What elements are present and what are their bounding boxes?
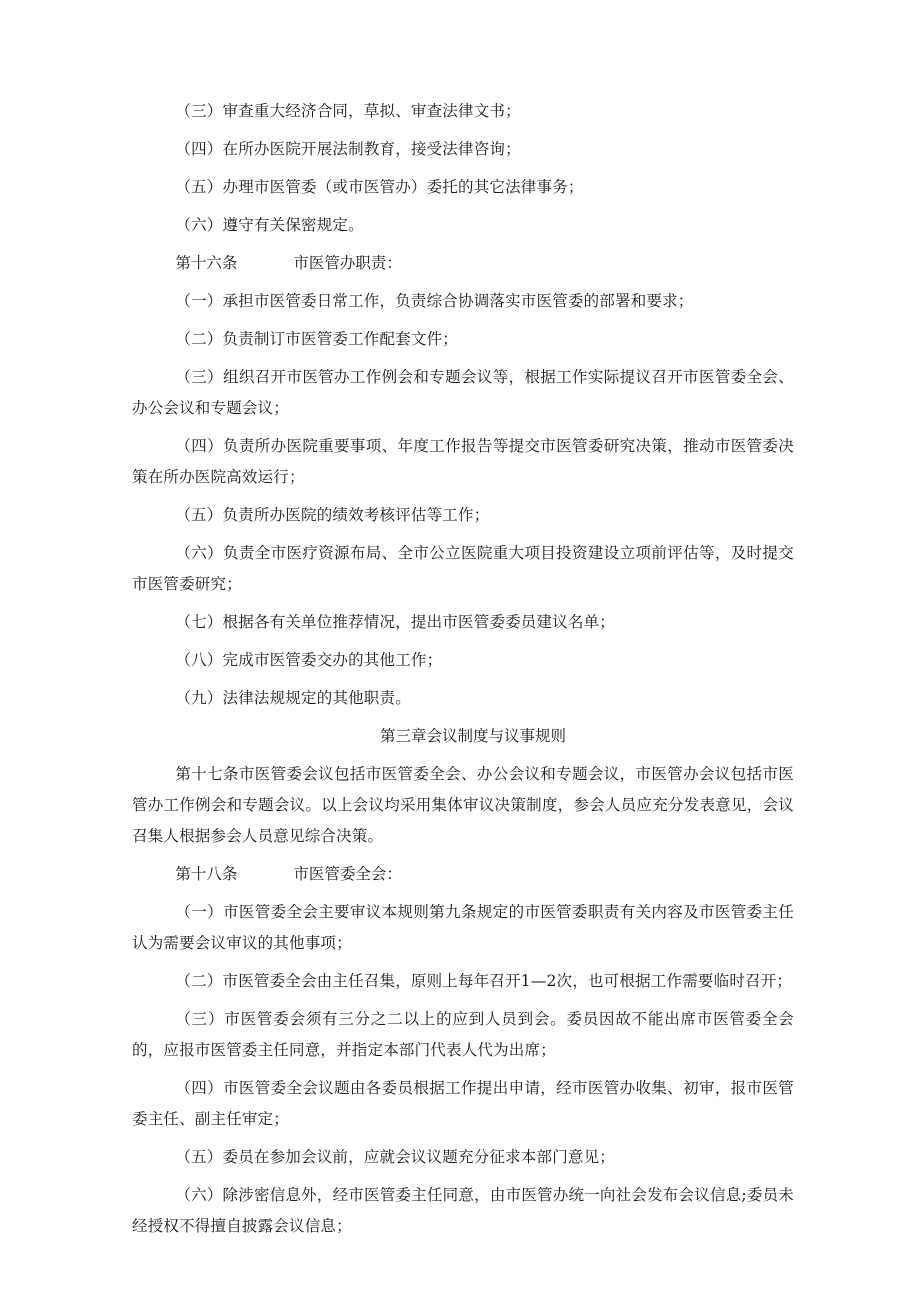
paragraph: （三）审查重大经济合同，草拟、审查法律文书； (175, 102, 521, 120)
article-16-heading (132, 248, 794, 279)
paragraph: （九）法律法规规定的其他职责。 (175, 689, 411, 707)
article-title: 市医管办职责： (293, 254, 402, 272)
paragraph: （四）市医管委全会议题由各委员根据工作提出申请，经市医管办收集、初审，报市医管委主任、副主任审定； (132, 1079, 794, 1128)
paragraph: （八）完成市医管委交办的其他工作； (175, 651, 443, 669)
paragraph: （四）负责所办医院重要事项、年度工作报告等提交市医管委研究决策，推动市医管委决策在所办医院高效运行； (132, 437, 794, 486)
paragraph: （一）市医管委全会主要审议本规则第九条规定的市医管委职责有关内容及市医管委主任认为需要会议审议的其他事项； (132, 903, 794, 952)
paragraph: （二）负责制订市医管委工作配套文件； (175, 330, 458, 348)
chapter-heading: 第三章会议制度与议事规则 (379, 727, 566, 745)
article-title: 市医管委全会： (293, 865, 402, 883)
paragraph: （四）在所办医院开展法制教育，接受法律咨询； (175, 140, 521, 158)
article-number: 第十六条 (175, 254, 238, 272)
paragraph: （五）负责所办医院的绩效考核评估等工作； (175, 506, 490, 524)
paragraph: （五）委员在参加会议前，应就会议议题充分征求本部门意见； (175, 1148, 615, 1166)
article-17-paragraph: 第十七条市医管委会议包括市医管委全会、办公会议和专题会议，市医管办会议包括市医管办工作例会和专题会议。以上会议均采用集体审议决策制度，参会人员应充分发表意见，会议召集人根据参会人员意见综合决策。 (132, 765, 794, 845)
document-page (132, 96, 794, 1249)
article-18-heading (132, 859, 794, 890)
paragraph: （三）组织召开市医管办工作例会和专题会议等，根据工作实际提议召开市医管委全会、办公会议和专题会议； (132, 368, 794, 417)
paragraph: （六）遵守有关保密规定。 (175, 216, 364, 234)
paragraph: （六）除涉密信息外，经市医管委主任同意，由市医管办统一向社会发布会议信息;委员未经授权不得擅自披露会议信息； (132, 1186, 794, 1235)
paragraph: （三）市医管委会须有三分之二以上的应到人员到会。委员因故不能出席市医管委全会的，应报市医管委主任同意，并指定本部门代表人代为出席； (132, 1010, 794, 1059)
paragraph: （一）承担市医管委日常工作，负责综合协调落实市医管委的部署和要求； (175, 292, 694, 310)
article-number: 第十八条 (175, 865, 238, 883)
paragraph: （七）根据各有关单位推荐情况，提出市医管委委员建议名单； (175, 613, 615, 631)
paragraph: （五）办理市医管委（或市医管办）委托的其它法律事务； (175, 178, 584, 196)
paragraph: （六）负责全市医疗资源布局、全市公立医院重大项目投资建设立项前评估等，及时提交市医管委研究； (132, 544, 794, 593)
paragraph: （二）市医管委全会由主任召集，原则上每年召开1—2次，也可根据工作需要临时召开； (175, 972, 793, 990)
